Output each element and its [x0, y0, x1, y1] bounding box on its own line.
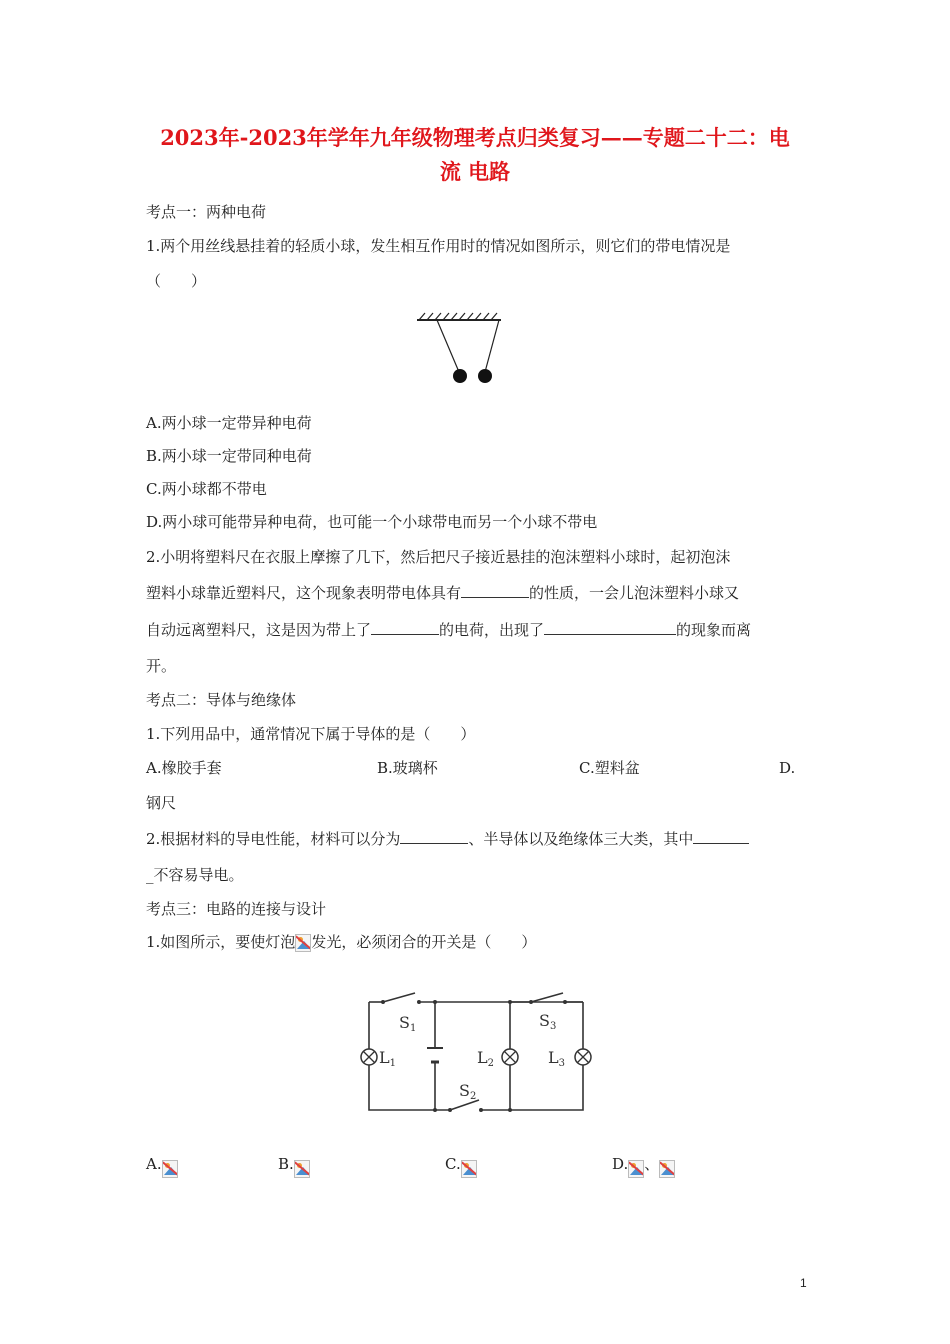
broken-image-icon: [659, 1160, 675, 1178]
terminal-5: [529, 1000, 533, 1004]
s2-q1-stem: 1.下列用品中，通常情况下属于导体的是（ ）: [146, 725, 476, 743]
s3-q1-option-a: [146, 1152, 178, 1178]
junction-3: [508, 1000, 512, 1004]
s1-q2-line3: [146, 620, 751, 640]
broken-image-icon: [628, 1160, 644, 1178]
s2-q1-option-c: C.塑料盆: [579, 759, 640, 777]
s2-q1-option-a: A.橡胶手套: [146, 759, 222, 777]
s2-q1-option-d: D.: [779, 759, 796, 777]
broken-image-icon: [294, 1160, 310, 1178]
broken-image-icon: [295, 934, 311, 952]
junction-2: [433, 1108, 437, 1112]
s1-q2-line3-text-c: 的现象而离: [676, 621, 752, 639]
s1-q1-stem-line2: （ ）: [146, 272, 207, 290]
s1-q2-line3-text-a: 自动远离塑料尺，这是因为带上了: [146, 621, 372, 639]
page-number: 1: [800, 1276, 807, 1290]
s2-q2-line1-text-b: 、半导体以及绝缘体三大类，其中: [468, 830, 694, 848]
terminal-3: [448, 1108, 452, 1112]
answer-blank-3[interactable]: [544, 620, 676, 635]
s1-q1-option-a: A.两小球一定带异种电荷: [146, 414, 312, 432]
junction-1: [433, 1000, 437, 1004]
broken-image-icon: [162, 1160, 178, 1178]
terminal-6: [563, 1000, 567, 1004]
terminal-4: [479, 1108, 483, 1112]
terminal-2: [417, 1000, 421, 1004]
s1-q1-option-d: D.两小球可能带异种电荷，也可能一个小球带电而另一个小球不带电: [146, 513, 598, 531]
section1-heading: 考点一：两种电荷: [146, 203, 267, 221]
s3-q1-option-d-label: D.: [612, 1155, 629, 1173]
s1-q2-line2-text-b: 的性质，一会儿泡沫塑料小球又: [529, 584, 740, 602]
s3-q1-option-b-label: B.: [278, 1155, 294, 1173]
s1-q2-line2-text-a: 塑料小球靠近塑料尺，这个现象表明带电体具有: [146, 584, 462, 602]
answer-blank-1[interactable]: [461, 583, 529, 598]
s3-q1-option-c: [445, 1152, 477, 1178]
label-l1: L1: [379, 1048, 396, 1069]
thread-right: [485, 320, 499, 372]
s1-q2-line3-text-b: 的电荷，出现了: [439, 621, 545, 639]
answer-blank-2[interactable]: [371, 620, 439, 635]
ball-left: [453, 369, 467, 383]
ceiling-hatch: [419, 313, 497, 320]
s3-q1-option-b: [278, 1152, 310, 1178]
s3-q1-option-d: [612, 1152, 675, 1178]
title-line-1: 2023年-2023年学年九年级物理考点归类复习——专题二十二：电: [160, 125, 790, 150]
broken-image-icon: [461, 1160, 477, 1178]
s2-q2-line1-text-a: 2.根据材料的导电性能，材料可以分为: [146, 830, 401, 848]
s3-q1-stem-text-a: 1.如图所示，要使灯泡: [146, 933, 296, 951]
s3-q1-stem-text-b: 发光，必须闭合的开关是（ ）: [311, 933, 537, 951]
thread-left: [437, 320, 459, 372]
s1-q1-option-b: B.两小球一定带同种电荷: [146, 447, 312, 465]
s3-q1-option-a-label: A.: [146, 1155, 162, 1173]
s2-q2-line1: [146, 829, 749, 849]
label-l2: L2: [477, 1048, 494, 1069]
label-s3: S3: [539, 1011, 557, 1032]
label-s2: S2: [459, 1081, 477, 1102]
s2-q1-option-d-cont: 钢尺: [146, 794, 177, 812]
s3-q1-option-c-label: C.: [445, 1155, 461, 1173]
s2-q1-option-b: B.玻璃杯: [377, 759, 438, 777]
ball-right: [478, 369, 492, 383]
answer-blank-5[interactable]: [693, 829, 749, 844]
switch-s3: [531, 993, 563, 1002]
terminal-1: [381, 1000, 385, 1004]
s2-q2-line2: _不容易导电。: [146, 866, 244, 884]
hanging-balls-figure: [415, 310, 505, 390]
section2-heading: 考点二：导体与绝缘体: [146, 691, 297, 709]
s3-q1-option-d-separator: 、: [644, 1155, 660, 1173]
label-l3: L3: [548, 1048, 565, 1069]
s1-q2-line4: 开。: [146, 657, 177, 675]
circuit-diagram: [355, 990, 595, 1115]
switch-s1: [383, 993, 415, 1002]
answer-blank-4[interactable]: [400, 829, 468, 844]
junction-4: [508, 1108, 512, 1112]
s1-q2-line1: 2.小明将塑料尺在衣服上摩擦了几下，然后把尺子接近悬挂的泡沫塑料小球时，起初泡沫: [146, 548, 731, 566]
s1-q1-option-c: C.两小球都不带电: [146, 480, 267, 498]
s1-q2-line2: [146, 583, 739, 603]
title-line-2: 流 电路: [439, 159, 511, 184]
s1-q1-stem-line1: 1.两个用丝线悬挂着的轻质小球，发生相互作用时的情况如图所示，则它们的带电情况是: [146, 237, 731, 255]
section3-heading: 考点三：电路的连接与设计: [146, 900, 327, 918]
label-s1: S1: [399, 1013, 417, 1034]
s3-q1-stem: [146, 932, 536, 952]
